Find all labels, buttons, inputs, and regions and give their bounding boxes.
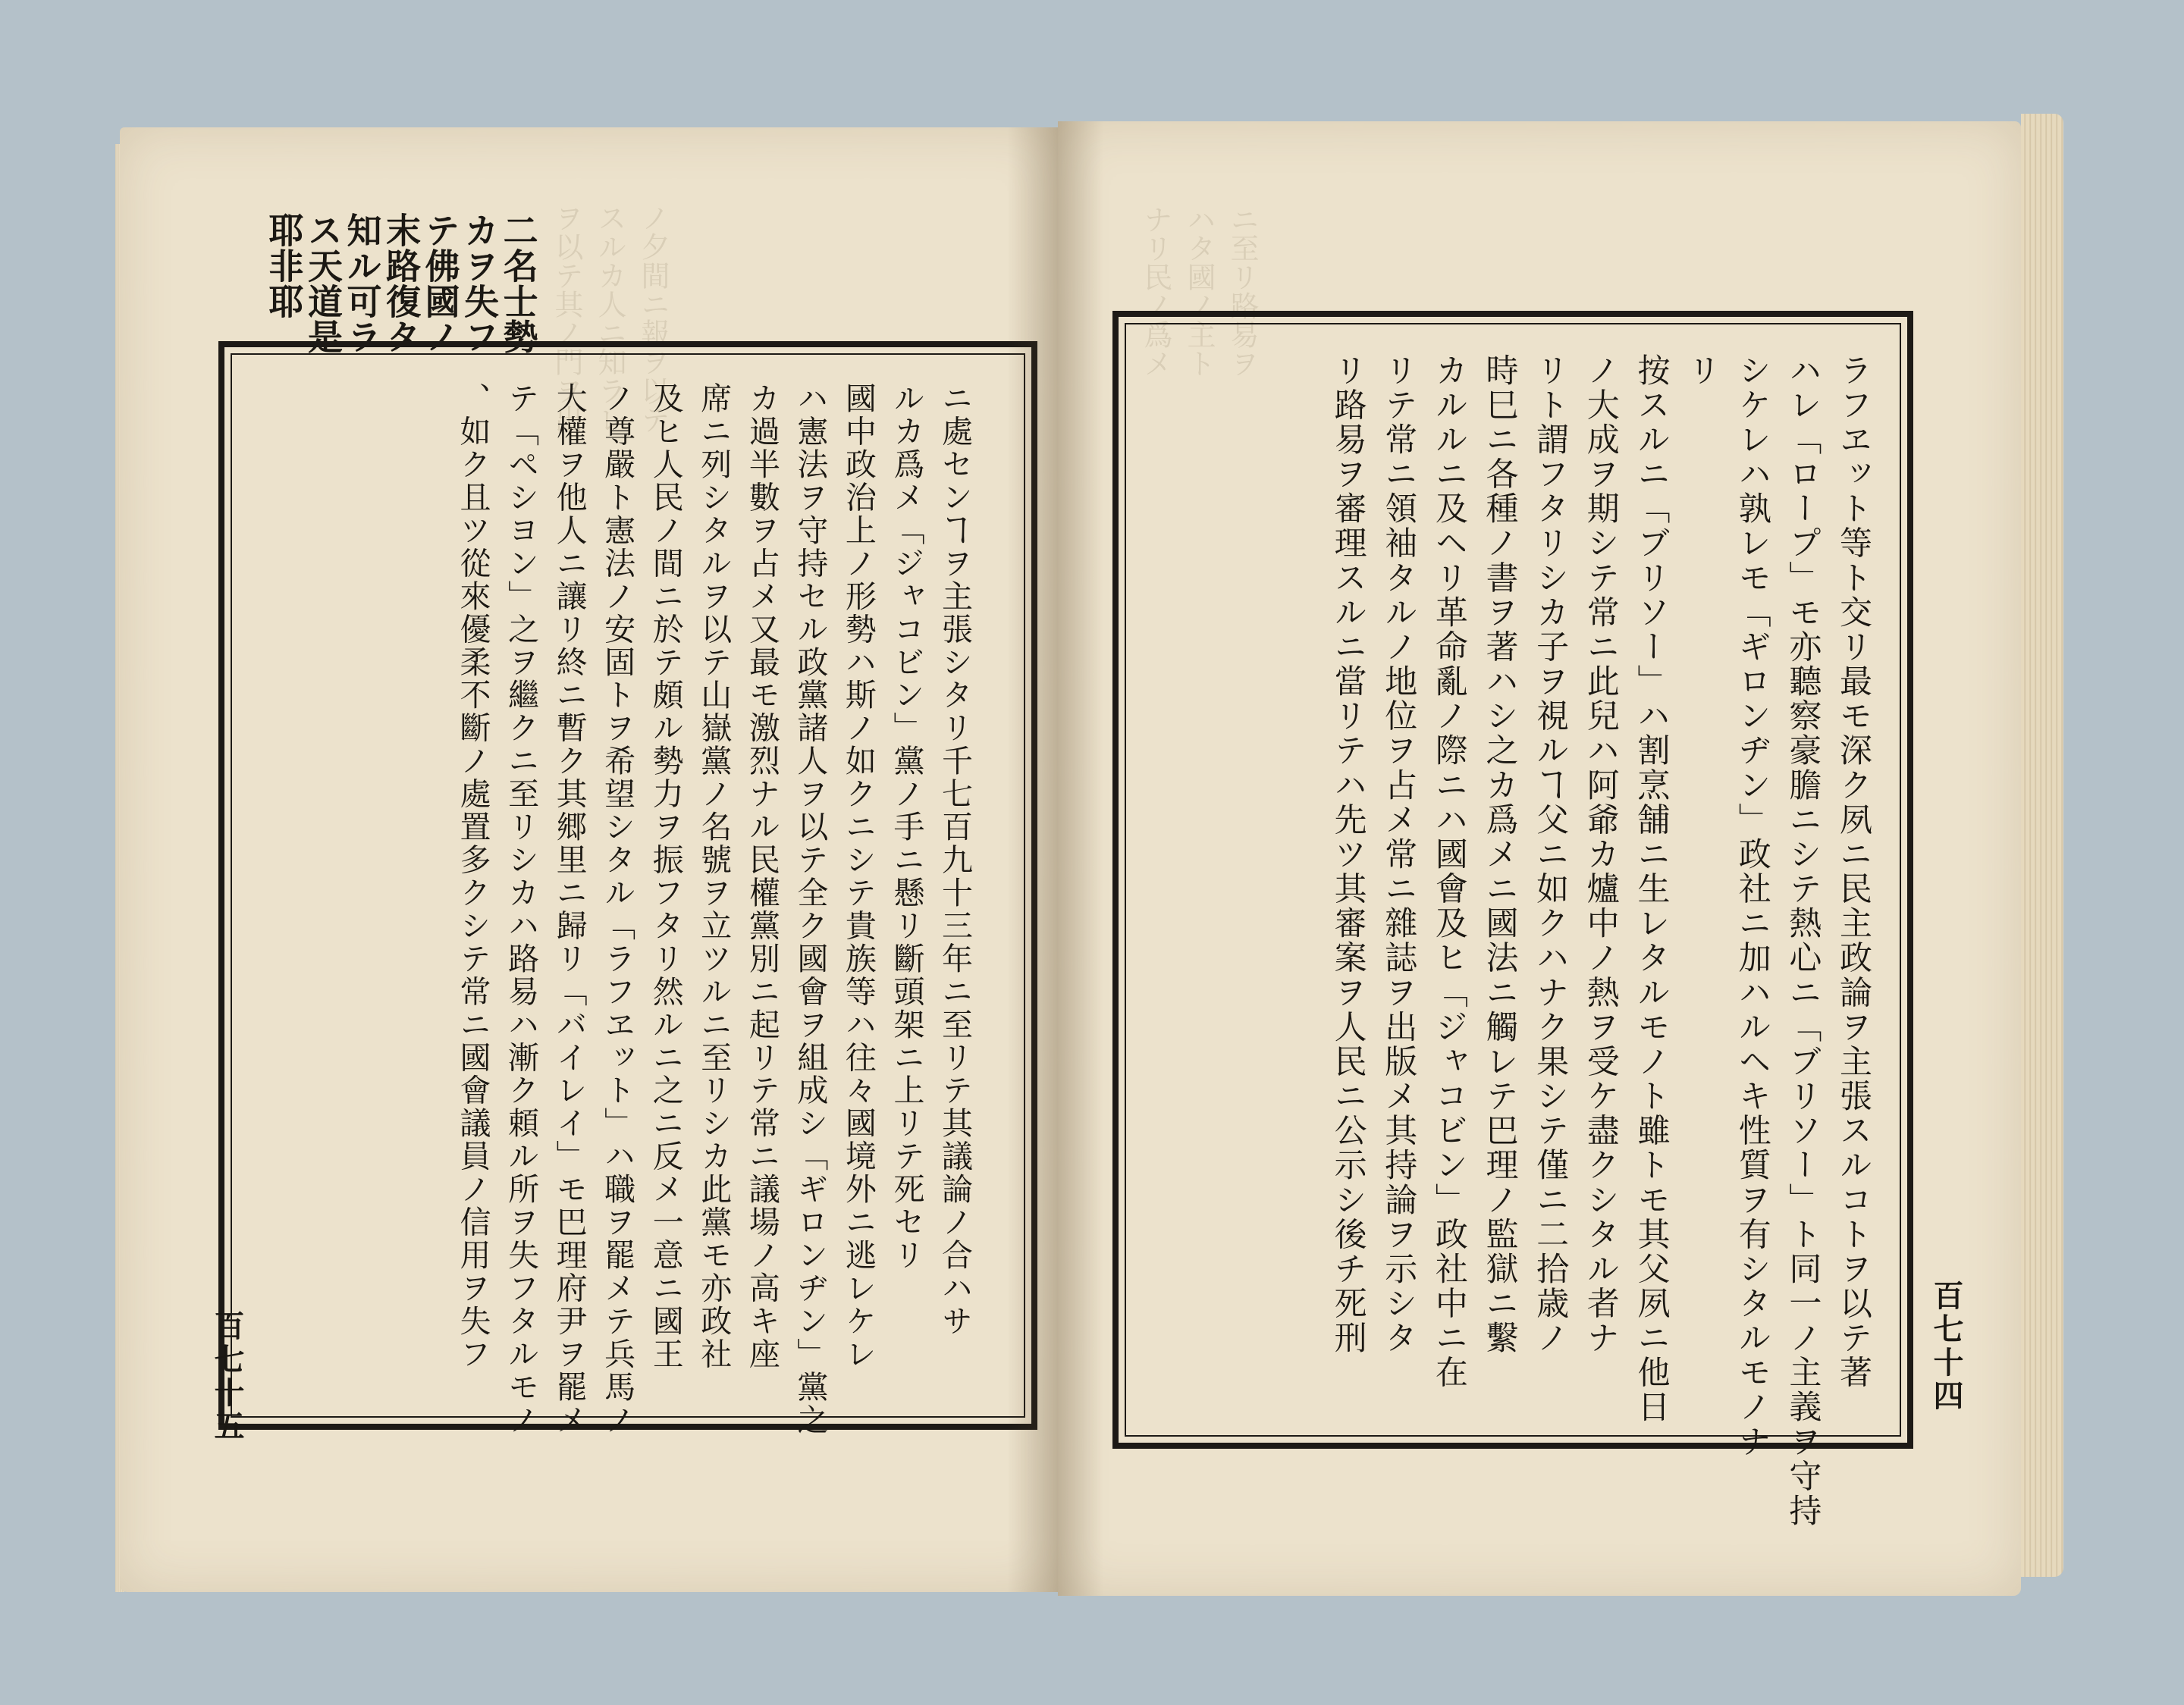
text-frame [218, 341, 1037, 1437]
page-number: 百七十五 [209, 1310, 245, 1443]
bleed-through-text: ニ至リ路易ヲ ハタ國ノ主ト ナリ民ノ爲メ [1139, 205, 1259, 378]
bleed-through-text: ノ夕間ニ報ヲ以テ スルカ人ニ知ラレ ヲ以テ其ノ門ヲ出 [550, 203, 670, 434]
page-number: 百七十四 [1928, 1280, 1964, 1413]
page-body-text: ニ處センヿヲ主張シタリ千七百九十三年ニ至リテ其議論ノ合ハサ ルカ爲メ「ジャコビン」黨ノ手ニ懸リ斷頭架ニ上リテ死セリ 國中政治上ノ形勢ハ斯ノ如クニシテ貴族等ハ往々國境外ニ逃レケレ ハ憲法ヲ守持セル政黨諸人ヲ以テ全ク國會ヲ組成シ「ギロンヂン」黨之 カ過半數ヲ占メ又最モ激烈ナル民權黨別ニ起リテ常ニ議場ノ高キ座 席ニ列シタルヲ以テ山嶽黨ノ名號ヲ立ツルニ至リシカ此黨モ亦政社 及ヒ人民ノ間ニ於テ頗ル勢力ヲ振フタリ然ルニ之ニ反メ一意ニ國王 ノ尊嚴ト憲法ノ安固トヲ希望シタル「ラフヱット」ハ職ヲ罷メテ兵馬ノ 大權ヲ他人ニ讓リ終ニ暫ク其郷里ニ歸リ「バイレイ」モ巴理府尹ヲ罷メ テ「ペシヨン」之ヲ繼クニ至リシカハ路易ハ漸ク頼ル所ヲ失フタルモノ 、如ク且ツ從來優柔不斷ノ處置多クシテ常ニ國會議員ノ信用ヲ失フ [454, 382, 973, 1437]
text-frame [1112, 311, 1913, 1528]
right-page [1058, 121, 2021, 1596]
right-page-edges [2021, 114, 2063, 1577]
page-body-text: ラフヱット等ト交リ最モ深ク夙ニ民主政論ヲ主張スルコトヲ以テ著 ハレ「ロープ」モ亦聽察豪膽ニシテ熱心ニ「ブリソー」ト同一ノ主義ヲ守持 シケレハ孰レモ「ギロンヂン」政社ニ加ハルヘキ性質ヲ有シタルモノナ リ 按スルニ「ブリソー」ハ割烹舗ニ生レタルモノト雖トモ其父夙ニ他日 ノ大成ヲ期シテ常ニ此兒ハ阿爺カ爐中ノ熱ヲ受ケ盡クシタル者ナ リト謂フタリシカ子ヲ視ルヿ父ニ如クハナク果シテ僅ニ二拾歳ノ 時巳ニ各種ノ書ヲ著ハシ之カ爲メニ國法ニ觸レテ巴理ノ監獄ニ繫 カルルニ及ヘリ革命亂ノ際ニハ國會及ヒ「ジャコビン」政社中ニ在 リテ常ニ領袖タルノ地位ヲ占メ常ニ雜誌ヲ出版メ其持論ヲ示シタ リ路易ヲ審理スルニ當リテハ先ツ其審案ヲ人民ニ公示シ後チ死刑 [1329, 353, 1872, 1528]
marginal-note: 二名士勢 カヲ失フ テ佛國ノ 末路復タ 知ル可ラ ス天道是 耶非耶 [263, 212, 539, 355]
left-page [120, 127, 1060, 1592]
